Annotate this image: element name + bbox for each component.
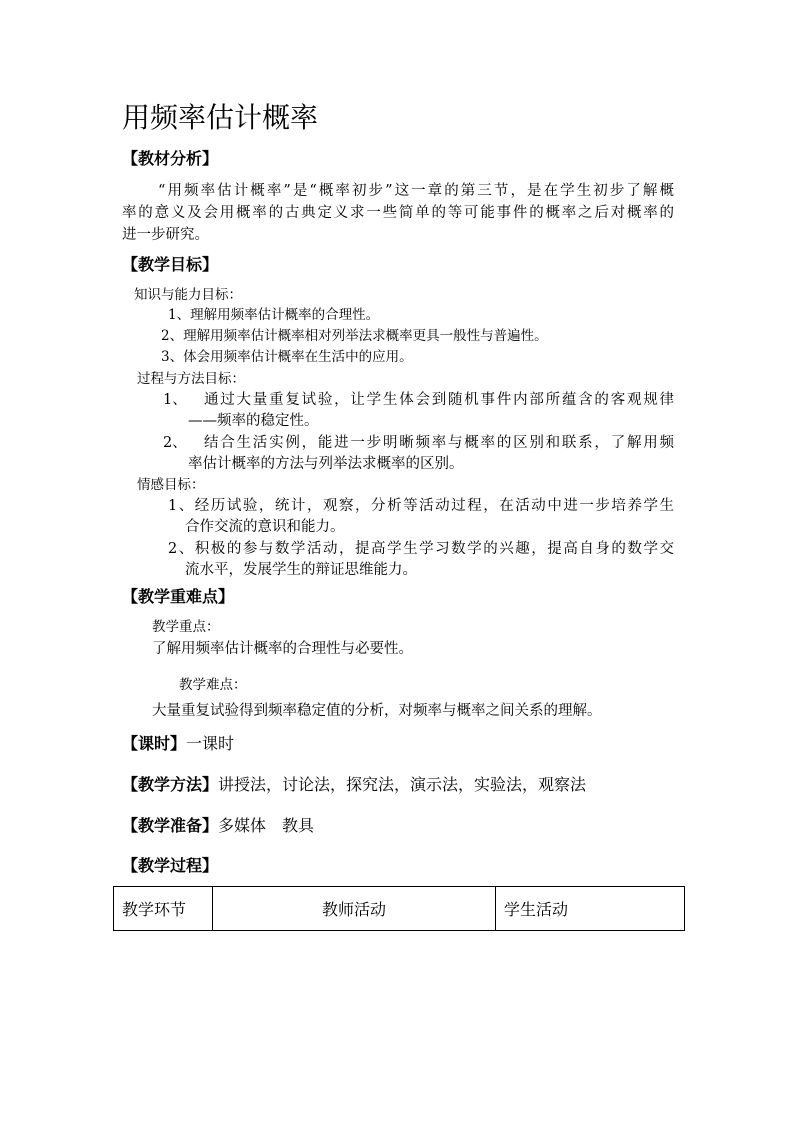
process-goal-2-line-2: 率估计概率的方法与列举法求概率的区别。 (188, 456, 464, 472)
hours-row (122, 733, 234, 755)
analysis-line-2: 率的意义及会用概率的古典定义求一些简单的等可能事件的概率之后对概率的 (122, 205, 674, 221)
process-goal-2-number: 2、 (163, 435, 187, 451)
key-point-label: 教学重点： (152, 619, 220, 635)
method-row (122, 774, 586, 796)
process-goal-1-number: 1、 (163, 392, 187, 408)
section-heading-goals: 【教学目标】 (122, 255, 219, 274)
table-header-teacher-activity: 教师活动 (213, 887, 496, 931)
knowledge-goal-3: 3、体会用频率估计概率在生活中的应用。 (161, 349, 413, 365)
section-heading-analysis: 【教材分析】 (122, 149, 219, 168)
emotion-goal-label: 情感目标： (137, 477, 205, 493)
prep-value: 多媒体 教具 (218, 816, 315, 835)
process-goal-2-line-1: 结合生活实例，能进一步明晰频率与概率的区别和联系，了解用频 (204, 435, 674, 451)
section-heading-method: 【教学方法】 (122, 775, 219, 794)
analysis-line-1: “用频率估计概率”是“概率初步”这一章的第三节，是在学生初步了解概 (158, 183, 674, 199)
section-heading-keypoints: 【教学重难点】 (122, 587, 235, 606)
process-goal-1-line-1: 通过大量重复试验，让学生体会到随机事件内部所蕴含的客观规律 (204, 392, 674, 408)
section-heading-process: 【教学过程】 (122, 856, 219, 875)
emotion-goal-2-line-1: 2、积极的参与数学活动，提高学生学习数学的兴趣，提高自身的数学交 (168, 541, 674, 557)
emotion-goal-2-line-2: 流水平，发展学生的辩证思维能力。 (185, 562, 417, 578)
knowledge-goal-1: 1、理解用频率估计概率的合理性。 (168, 307, 380, 323)
difficulty-text: 大量重复试验得到频率稳定值的分析，对频率与概率之间关系的理解。 (152, 703, 602, 719)
knowledge-goal-2: 2、理解用频率估计概率相对列举法求概率更具一般性与普遍性。 (161, 328, 548, 344)
knowledge-goal-label: 知识与能力目标： (134, 287, 242, 303)
prep-row (122, 815, 314, 837)
hours-value: 一课时 (186, 734, 235, 753)
table-row (114, 887, 685, 931)
section-heading-hours: 【课时】 (122, 734, 187, 753)
analysis-line-3: 进一步研究。 (122, 227, 209, 243)
table-header-stage: 教学环节 (114, 887, 213, 931)
emotion-goal-1-line-1: 1、经历试验，统计，观察，分析等活动过程，在活动中进一步培养学生 (168, 498, 674, 514)
table-header-student-activity: 学生活动 (496, 887, 685, 931)
section-heading-prep: 【教学准备】 (122, 816, 219, 835)
method-value: 讲授法，讨论法，探究法，演示法，实验法，观察法 (218, 775, 587, 794)
process-goal-1-line-2: ——频率的稳定性。 (188, 413, 319, 429)
process-goal-label: 过程与方法目标： (137, 371, 245, 387)
document-title: 用频率估计概率 (122, 101, 319, 134)
emotion-goal-1-line-2: 合作交流的意识和能力。 (185, 519, 345, 535)
key-point-text: 了解用频率估计概率的合理性与必要性。 (152, 641, 413, 657)
process-table (113, 886, 685, 931)
difficulty-label: 教学难点： (179, 677, 247, 693)
